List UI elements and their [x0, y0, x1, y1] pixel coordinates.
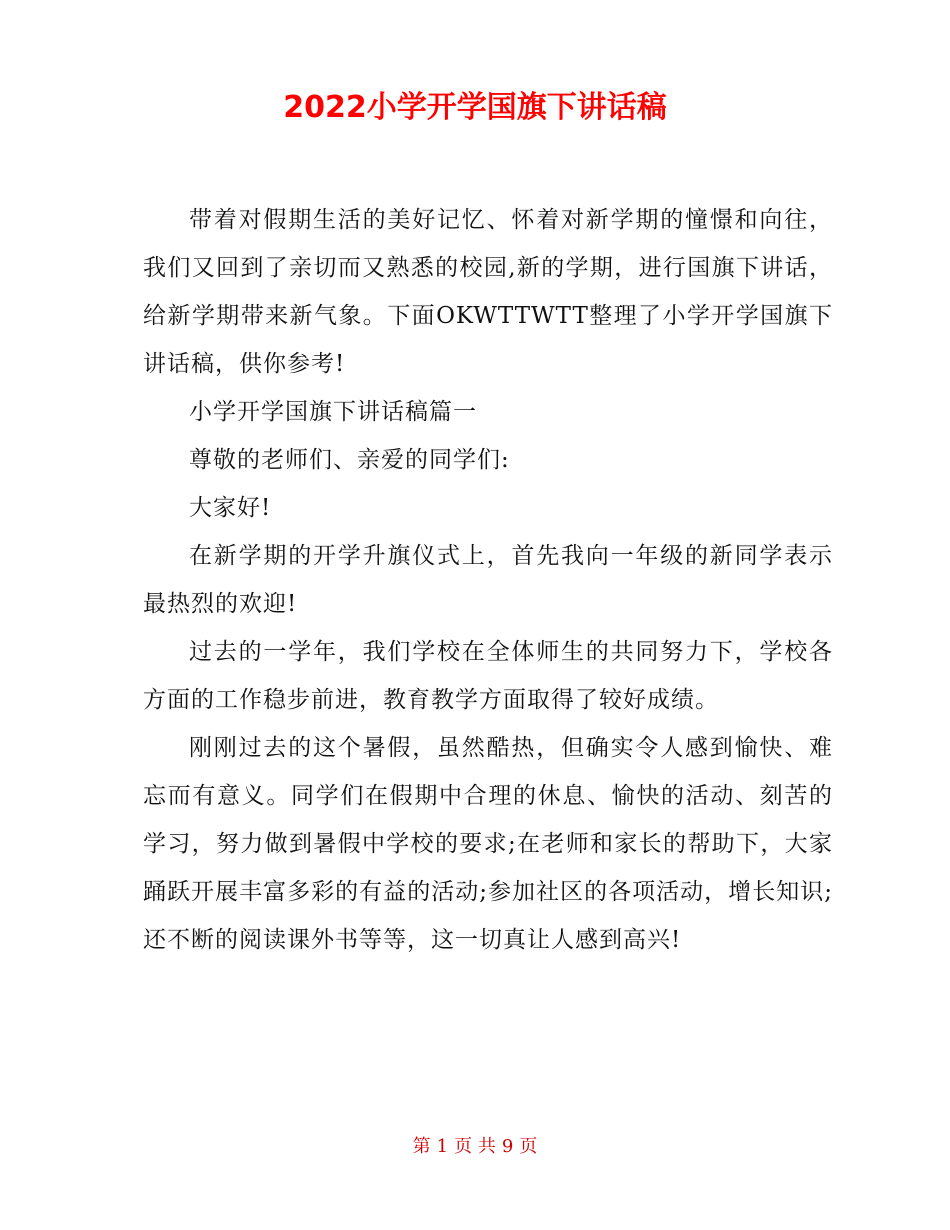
page-label-prefix: 第	[412, 1136, 431, 1157]
review-paragraph: 过去的一学年，我们学校在全体师生的共同努力下，学校各方面的工作稳步前进，教育教学方面取得了较好成绩。	[143, 639, 833, 713]
section-heading: 小学开学国旗下讲话稿篇一	[189, 399, 477, 425]
page-label-mid: 页 共	[454, 1136, 496, 1157]
document-title: 2022小学开学国旗下讲话稿	[283, 90, 667, 125]
salutation: 尊敬的老师们、亲爱的同学们:	[189, 447, 510, 473]
document-body	[143, 196, 833, 964]
summer-paragraph: 刚刚过去的这个暑假，虽然酷热，但确实令人感到愉快、难忘而有意义。同学们在假期中合理的休息、愉快的活动、刻苦的学习，努力做到暑假中学校的要求;在老师和家长的帮助下，大家踊跃开展丰富多彩的有益的活动;参加社区的各项活动，增长知识;还不断的阅读课外书等等，这一切真让人感到高兴!	[143, 735, 833, 953]
total-pages-number: 9	[501, 1136, 514, 1157]
greeting: 大家好!	[189, 495, 272, 521]
current-page-number: 1	[436, 1136, 449, 1157]
page-label-suffix: 页	[519, 1136, 538, 1157]
intro-paragraph: 带着对假期生活的美好记忆、怀着对新学期的憧憬和向往，我们又回到了亲切而又熟悉的校园,新的学期，进行国旗下讲话，给新学期带来新气象。下面OKWTTWTT整理了小学开学国旗下讲话稿，供你参考!	[143, 207, 833, 377]
page-footer	[0, 1134, 950, 1160]
welcome-paragraph: 在新学期的开学升旗仪式上，首先我向一年级的新同学表示最热烈的欢迎!	[143, 543, 833, 617]
